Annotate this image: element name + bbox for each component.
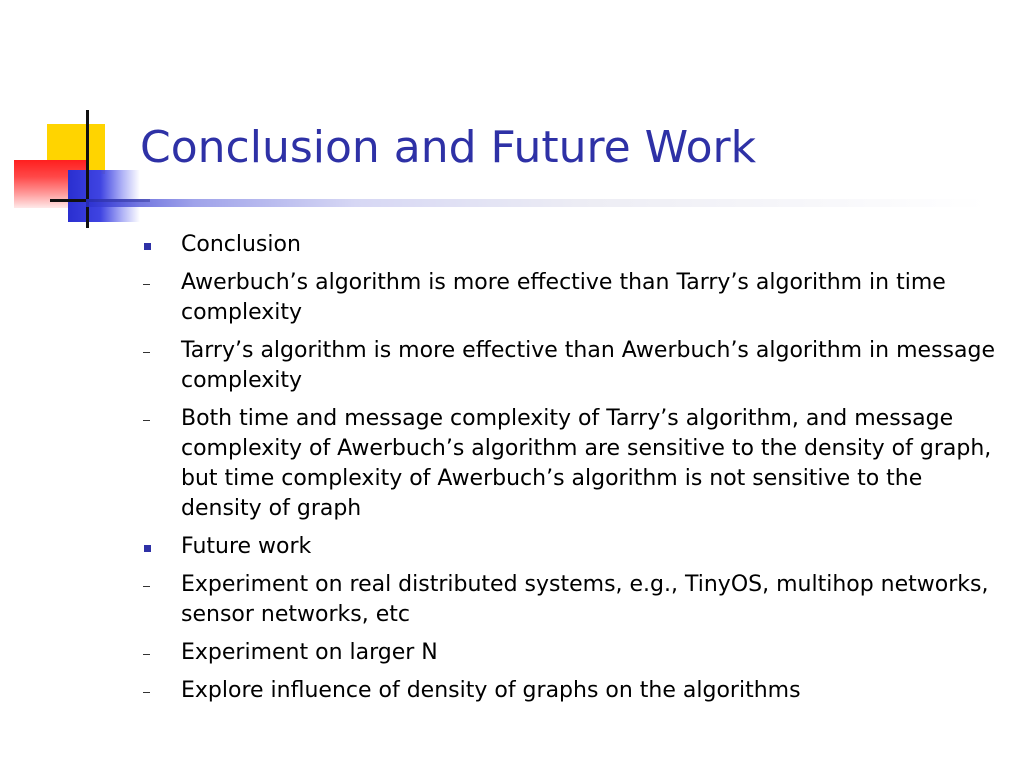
slide-title: Conclusion and Future Work	[140, 122, 757, 173]
bullet-text: Conclusion	[181, 232, 301, 257]
dash-bullet-icon	[143, 420, 150, 421]
sub-bullet-text: Tarry’s algorithm is more effective than Awerbuch’s algorithm in message complexity	[181, 338, 995, 393]
sub-bullet-item	[140, 404, 1000, 524]
sub-bullet-text: Both time and message complexity of Tarry’s algorithm, and message complexity of Awerbuch’s algorithm are sensitive to the density of graph, but time complexity of Awerbuch’s algorithm is not sensitive to the density of graph	[181, 406, 992, 521]
square-bullet-icon	[144, 545, 151, 552]
sub-bullet-text: Explore influence of density of graphs on the algorithms	[181, 678, 801, 703]
bullet-item-future-work	[140, 532, 1000, 562]
dash-bullet-icon	[143, 654, 150, 655]
title-underline	[86, 199, 986, 207]
dash-bullet-icon	[143, 586, 150, 587]
dash-bullet-icon	[143, 284, 150, 285]
sub-bullet-item	[140, 570, 1000, 630]
square-bullet-icon	[144, 243, 151, 250]
sub-bullet-text: Awerbuch’s algorithm is more effective than Tarry’s algorithm in time complexity	[181, 270, 946, 325]
sub-bullet-text: Experiment on larger N	[181, 640, 438, 665]
sub-bullet-text: Experiment on real distributed systems, e.g., TinyOS, multihop networks, sensor networks, etc	[181, 572, 989, 627]
bullet-list	[140, 230, 1000, 714]
logo-blue-square	[68, 170, 140, 222]
dash-bullet-icon	[143, 352, 150, 353]
sub-bullet-item	[140, 268, 1000, 328]
sub-bullet-item	[140, 638, 1000, 668]
dash-bullet-icon	[143, 692, 150, 693]
sub-bullet-item	[140, 336, 1000, 396]
logo-vertical-line	[86, 110, 89, 228]
bullet-item-conclusion	[140, 230, 1000, 260]
bullet-text: Future work	[181, 534, 312, 559]
sub-bullet-item	[140, 676, 1000, 706]
